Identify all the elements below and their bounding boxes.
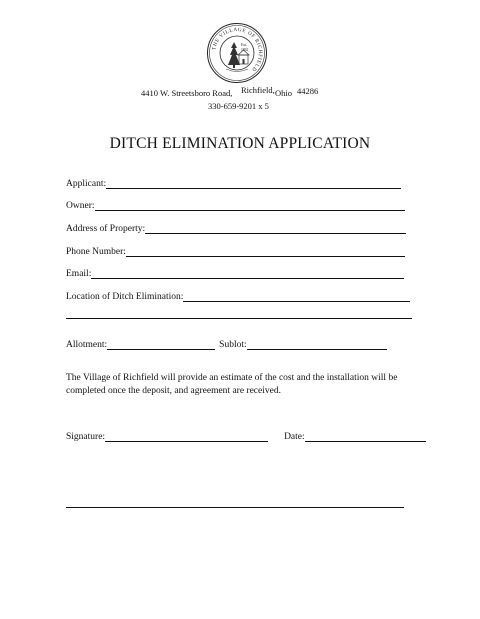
input-sublot-line[interactable] [247,338,387,350]
label-address-of-property: Address of Property: [66,224,146,234]
input-signature-line[interactable] [105,430,268,442]
input-phone-number-line[interactable] [126,245,405,257]
notice-paragraph: The Village of Richfield will provide an estimate of the cost and the installation will be completed once the deposit, and agreement are received. [66,373,398,396]
input-date-line[interactable] [305,430,426,442]
label-email: Email: [66,269,92,279]
field-phone-number [66,245,405,257]
input-location-line[interactable] [183,290,410,302]
label-date: Date: [284,432,305,442]
field-applicant [66,177,401,189]
field-allotment-sublot [66,338,387,350]
seal-est-year: 1892 [241,48,249,52]
field-email [66,267,404,279]
label-sublot: Sublot: [219,340,247,350]
page-title: DITCH ELIMINATION APPLICATION [109,135,371,152]
input-owner-line[interactable] [95,199,405,211]
label-signature: Signature: [66,432,106,442]
seal-est-label: Est. [241,42,248,47]
label-applicant: Applicant: [66,179,107,189]
address-phone: 330-659-9201 x 5 [208,101,269,111]
input-location-line-2[interactable] [66,318,412,319]
input-applicant-line[interactable] [106,177,401,189]
address-state: Ohio [275,88,292,98]
input-allotment-line[interactable] [107,338,215,350]
bottom-divider [66,507,404,508]
field-location [66,290,410,302]
label-owner: Owner: [66,201,95,211]
address-city: Richfield, [241,85,275,95]
label-location: Location of Ditch Elimination: [66,292,184,302]
seal-ring-text: THE VILLAGE OF RICHFIELD [211,26,264,73]
field-signature-date [66,430,426,442]
input-address-of-property-line[interactable] [145,222,406,234]
address-street: 4410 W. Streetsboro Road, [141,88,233,98]
label-allotment: Allotment: [66,340,108,350]
field-owner [66,199,405,211]
svg-text:THE VILLAGE OF RICHFIELD [211,27,263,73]
field-address-of-property [66,222,406,234]
label-phone-number: Phone Number: [66,247,126,257]
address-zip: 44286 [297,86,319,96]
village-seal-logo [206,22,268,84]
input-email-line[interactable] [91,267,404,279]
